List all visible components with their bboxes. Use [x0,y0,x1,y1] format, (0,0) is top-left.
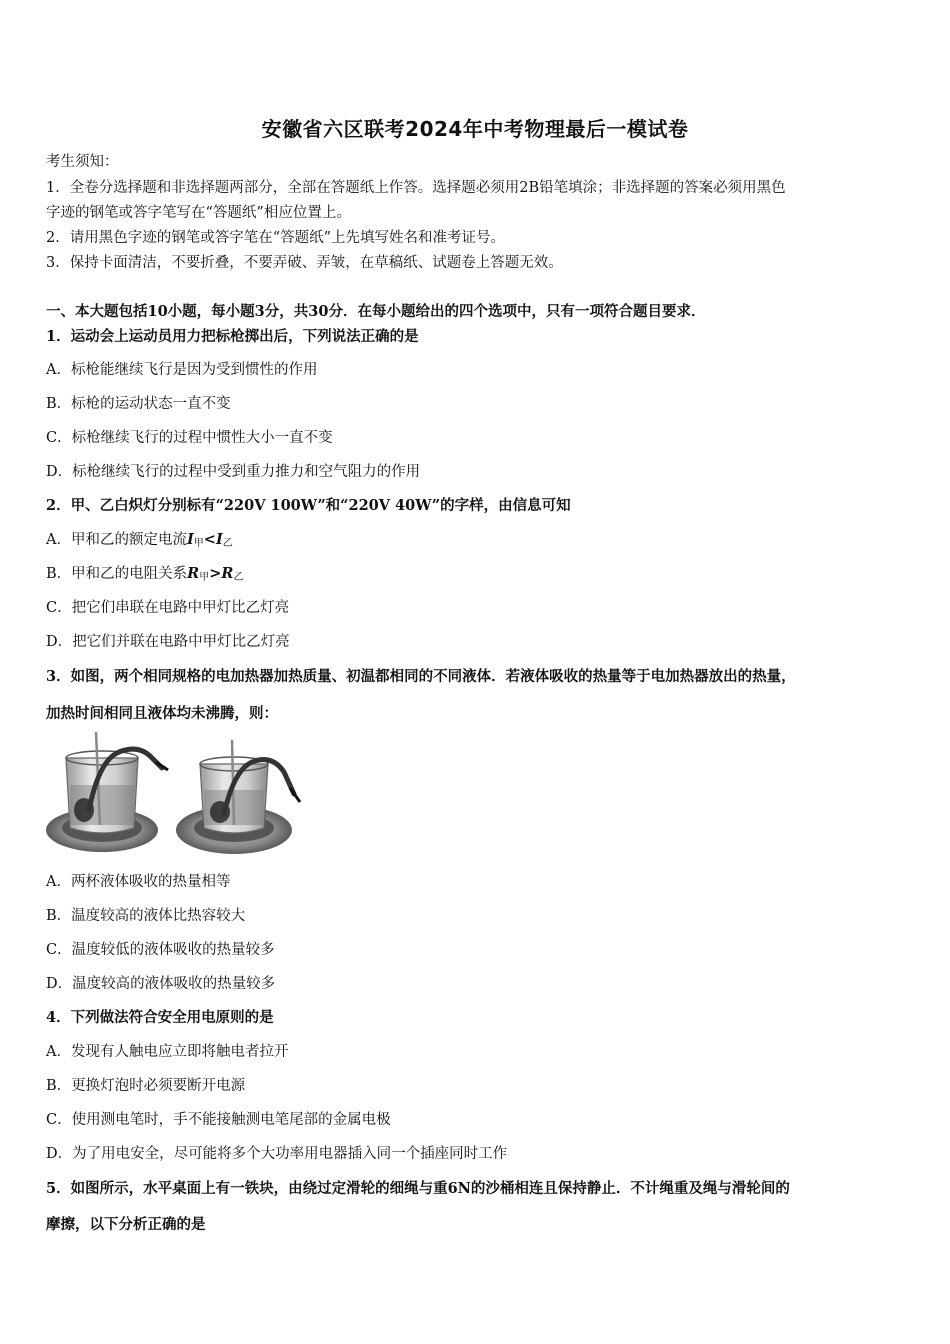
q4-option-a: A．发现有人触电应立即将触电者拉开 [46,1044,289,1060]
q1-option-c: C．标枪继续飞行的过程中惯性大小一直不变 [46,430,333,446]
current-symbol: I [215,531,223,548]
notice-item-1-line-1: 1．全卷分选择题和非选择题两部分，全部在答题纸上作答。选择题必须用2B铅笔填涂；非选择题的答案必须用黑色 [46,180,786,196]
q1-option-d: D．标枪继续飞行的过程中受到重力推力和空气阻力的作用 [46,464,421,480]
q1-stem: 1．运动会上运动员用力把标枪掷出后，下列说法正确的是 [46,328,419,345]
greater-than-sign: > [209,565,222,582]
q5-stem-line-1: 5．如图所示，水平桌面上有一铁块，由绕过定滑轮的细绳与重6N的沙桶相连且保持静止．不计绳重及绳与滑轮间的 [46,1180,790,1197]
q4-option-c: C．使用测电笔时，手不能接触测电笔尾部的金属电极 [46,1112,391,1128]
notice-item-1-line-2: 字迹的钢笔或答字笔写在“答题纸”相应位置上。 [46,205,351,221]
beakers-heating-figure [44,730,314,860]
q3-stem-line-1: 3．如图，两个相同规格的电加热器加热质量、初温都相同的不同液体．若液体吸收的热量等于电加热器放出的热量， [46,668,796,685]
q2-option-b [46,564,243,588]
resistance-symbol: R [221,565,234,582]
q2-stem: 2．甲、乙白炽灯分别标有“220V 100W”和“220V 40W”的字样，由信息可知 [46,497,571,514]
q4-option-d: D．为了用电安全，尽可能将多个大功率用电器插入同一个插座同时工作 [46,1146,508,1162]
q2-option-a-text: A．甲和乙的额定电流 [46,532,187,548]
q2-option-d: D．把它们并联在电路中甲灯比乙灯亮 [46,634,290,650]
section-heading: 一、本大题包括10小题，每小题3分，共30分．在每小题给出的四个选项中，只有一项符合题目要求． [46,303,706,320]
subscript-yi: 乙 [233,572,244,583]
left-beaker [46,732,168,852]
q5-stem-line-2: 摩擦，以下分析正确的是 [46,1216,206,1233]
subscript-jia: 甲 [199,572,210,583]
q3-option-d: D．温度较高的液体吸收的热量较多 [46,976,276,992]
q2-option-a [46,530,233,554]
q1-option-b: B．标枪的运动状态一直不变 [46,396,231,412]
q1-option-a: A．标枪能继续飞行是因为受到惯性的作用 [46,362,318,378]
notice-item-3: 3．保持卡面清洁，不要折叠，不要弄破、弄皱，在草稿纸、试题卷上答题无效。 [46,255,563,271]
current-symbol: I [186,531,194,548]
page-title: 安徽省六区联考2024年中考物理最后一模试卷 [261,117,689,141]
q2-option-b-text: B．甲和乙的电阻关系 [46,566,188,582]
q3-option-c: C．温度较低的液体吸收的热量较多 [46,942,275,958]
notice-item-2: 2．请用黑色字迹的钢笔或答字笔在“答题纸”上先填写姓名和准考证号。 [46,230,506,246]
subscript-jia: 甲 [193,538,204,549]
q4-option-b: B．更换灯泡时必须要断开电源 [46,1078,246,1094]
less-than-sign: < [203,531,216,548]
right-beaker [176,740,300,854]
q3-option-b: B．温度较高的液体比热容较大 [46,908,246,924]
q2-option-c: C．把它们串联在电路中甲灯比乙灯亮 [46,600,290,616]
subscript-yi: 乙 [222,538,233,549]
resistance-symbol: R [187,565,200,582]
notice-heading: 考生须知： [46,154,119,170]
q3-stem-line-2: 加热时间相同且液体均未沸腾，则： [46,705,278,722]
q3-option-a: A．两杯液体吸收的热量相等 [46,874,231,890]
q4-stem: 4．下列做法符合安全用电原则的是 [46,1009,274,1026]
